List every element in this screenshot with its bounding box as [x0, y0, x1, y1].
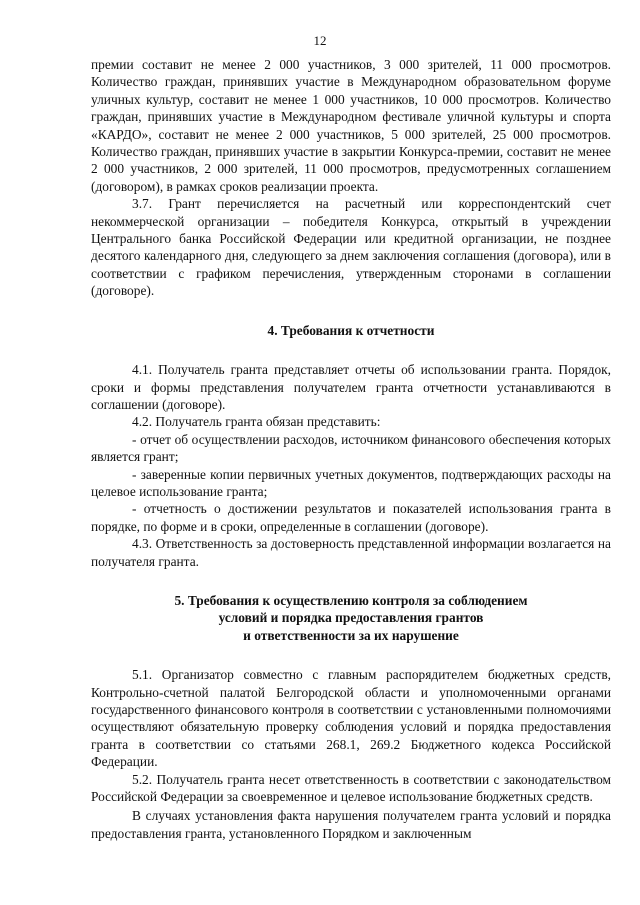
paragraph-violations: В случаях установления факта нарушения получателем гранта условий и порядка предоставления гранта, установленного Порядком и заключенным [91, 808, 611, 841]
list-item-results-report: - отчетность о достижении результатов и показателей использования гранта в порядке, по форме и в сроки, определенные в соглашении (договоре). [91, 501, 611, 534]
paragraph-3-7: 3.7. Грант перечисляется на расчетный или корреспондентский счет некоммерческой организации – победителя Конкурса, открытый в учреждении Центрального банка Российской Федерации или кредитной организации, не позднее десятого календарного дня, следующего за днем заключения соглашения (договора), или в соответствии с графиком перечисления, утвержденным сторонами в соглашении (договоре). [91, 196, 611, 299]
document-body [91, 56, 611, 842]
section-5-heading-line: условий и порядка предоставления грантов [218, 610, 484, 626]
paragraph-4-3: 4.3. Ответственность за достоверность представленной информации возлагается на получателя гранта. [91, 536, 611, 569]
paragraph-5-1: 5.1. Организатор совместно с главным распорядителем бюджетных средств, Контрольно-счетной палатой Белгородской области и уполномоченными органами государственного финансового контроля в соответствии с установленными полномочиями осуществляют обязательную проверку соблюдения условий и порядка предоставления гранта в соответствии со статьями 268.1, 269.2 Бюджетного кодекса Российской Федерации. [91, 667, 611, 770]
section-5-heading-line: и ответственности за их нарушение [243, 627, 459, 643]
list-item-certified-copies: - заверенные копии первичных учетных документов, подтверждающих расходы на целевое использование гранта; [91, 466, 611, 499]
list-item-expense-report: - отчет об осуществлении расходов, источником финансового обеспечения которых является грант; [91, 431, 611, 465]
paragraph-4-2: 4.2. Получатель гранта обязан представить: [132, 414, 381, 430]
page-number: 12 [313, 33, 327, 48]
section-4-heading: 4. Требования к отчетности [267, 322, 435, 338]
paragraph-5-2: 5.2. Получатель гранта несет ответственность в соответствии с законодательством Российской Федерации за своевременное и целевое использование бюджетных средств. [91, 771, 611, 805]
paragraph-4-1: 4.1. Получатель гранта представляет отчеты об использовании гранта. Порядок, сроки и формы представления получателем гранта отчетности устанавливаются в соглашении (договоре). [91, 362, 611, 412]
section-5-heading [91, 592, 611, 644]
paragraph-continuation: премии составит не менее 2 000 участников, 3 000 зрителей, 11 000 просмотров. Количество граждан, принявших участие в Международном образовательном форуме уличных культур, составит не менее 1 000 участников, 10 000 просмотров. Количество граждан, принявших участие в Международном фестивале уличной культуры и спорта «КАРДО», составит не менее 2 000 участников, 5 000 зрителей, 25 000 просмотров. Количество граждан, принявших участие в закрытии Конкурса-премии, составит не менее 2 000 участников, 2 000 зрителей, 11 000 просмотров, предусмотренных соглашением (договором), в рамках сроков реализации проекта. [91, 57, 611, 194]
section-5-heading-line: 5. Требования к осуществлению контроля за соблюдением [174, 592, 528, 608]
